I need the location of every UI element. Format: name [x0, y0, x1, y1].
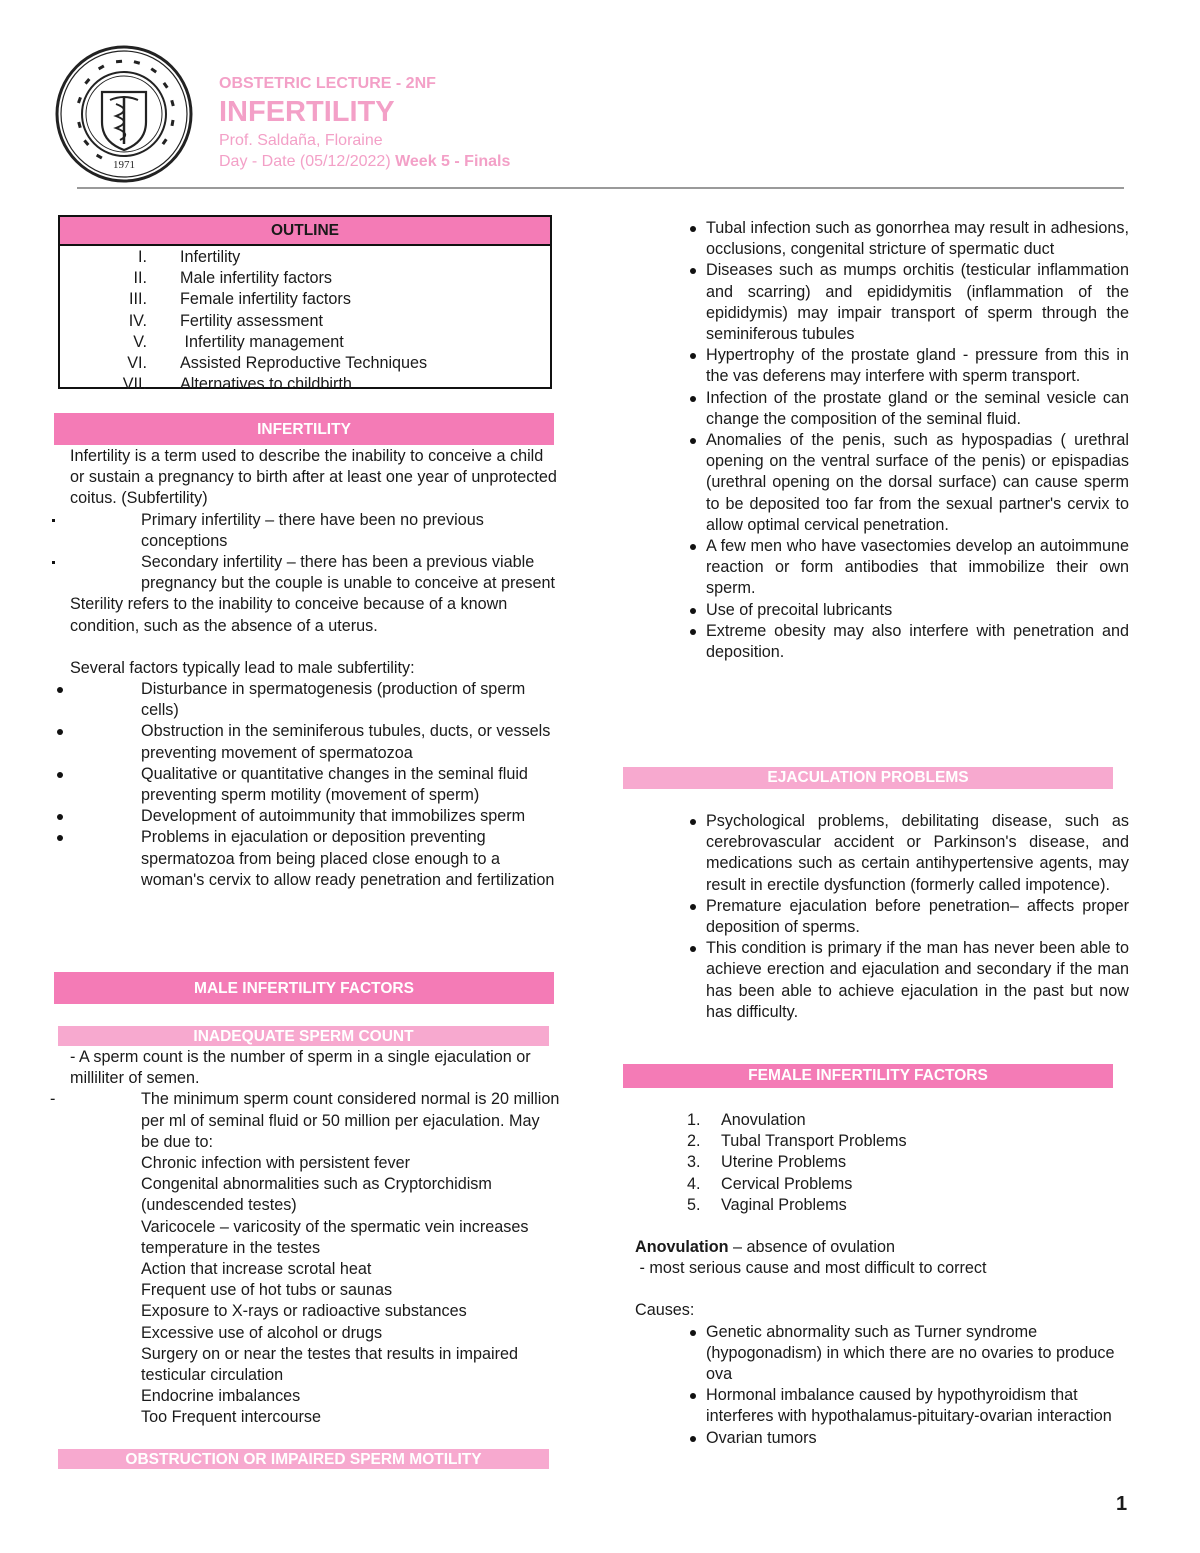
anovulation-note: - most serious cause and most difficult to correct: [635, 1259, 987, 1278]
outline-item: I. Infertility: [138, 248, 241, 266]
list-item: Hypertrophy of the prostate gland - pressure from this in the vas deferens may interfere with sperm transport.: [706, 346, 1129, 386]
cause-item: Excessive use of alcohol or drugs: [141, 1323, 383, 1342]
outline-heading: OUTLINE: [60, 217, 550, 246]
page-title: INFERTILITY: [219, 96, 395, 128]
list-item: Primary infertility – there have been no previous conceptions: [141, 510, 484, 550]
list-item: Premature ejaculation before penetration– affects proper deposition of sperms.: [706, 896, 1129, 937]
list-item: Obstruction in the seminiferous tubules, ducts, or vessels preventing movement of spermatozoa: [141, 722, 551, 762]
list-item: Secondary infertility – there has been a previous viable pregnancy but the couple is unable to conceive at present: [141, 553, 555, 593]
list-item: This condition is primary if the man has never been able to achieve erection and ejaculation and secondary if the man has been able to achieve ejaculation in the past but now has difficulty.: [706, 939, 1129, 1021]
sterility-definition: Sterility refers to the inability to conceive because of a known condition, such as the absence of a uterus.: [70, 595, 508, 635]
list-item: Use of precoital lubricants: [706, 600, 893, 619]
cause-item: Frequent use of hot tubs or saunas: [141, 1281, 393, 1300]
list-item: Tubal infection such as gonorrhea may result in adhesions, occlusions, congenital stricture of spermatic duct: [706, 219, 1129, 259]
course-label: OBSTETRIC LECTURE - 2NF: [219, 75, 436, 92]
list-item: The minimum sperm count considered normal is 20 million per ml of seminal fluid or 50 million per ejaculation. May be due to:: [141, 1090, 560, 1151]
outline-item: II. Male infertility factors: [133, 269, 333, 288]
infertility-section: [70, 446, 560, 891]
list-item: 1. Anovulation: [687, 1111, 806, 1129]
page-number: 1: [1116, 1493, 1128, 1515]
anovulation-definition: Anovulation – absence of ovulation: [635, 1238, 896, 1257]
list-item: Extreme obesity may also interfere with penetration and deposition.: [706, 621, 1129, 662]
cause-item: Endocrine imbalances: [141, 1387, 301, 1406]
list-item: Disturbance in spermatogenesis (production of sperm cells): [141, 680, 526, 720]
list-item: 4. Cervical Problems: [687, 1174, 853, 1193]
obstruction-heading: OBSTRUCTION OR IMPAIRED SPERM MOTILITY: [58, 1449, 549, 1469]
sperm-count-heading: INADEQUATE SPERM COUNT: [58, 1026, 549, 1046]
outline-item: VII. Alternatives to childbirth: [122, 375, 352, 394]
cause-item: Chronic infection with persistent fever: [141, 1154, 411, 1173]
list-item: A few men who have vasectomies develop an autoimmune reaction or form antibodies that immobilize their own sperm.: [706, 537, 1129, 598]
list-item: 2. Tubal Transport Problems: [687, 1132, 907, 1151]
outline-item: V. Infertility management: [133, 332, 344, 351]
cause-item: Surgery on or near the testes that results in impaired testicular circulation: [141, 1344, 518, 1385]
ejaculation-section: [635, 811, 1129, 1023]
infertility-heading: INFERTILITY: [54, 413, 554, 445]
obstruction-section: [635, 218, 1129, 663]
list-item: Hormonal imbalance caused by hypothyroidism that interferes with hypothalamus-pituitary-ovarian interaction: [706, 1386, 1112, 1426]
svg-text:1971: 1971: [113, 159, 135, 171]
list-item: Qualitative or quantitative changes in the seminal fluid preventing sperm motility (movement of sperm): [141, 764, 528, 805]
list-item: Anomalies of the penis, such as hypospadias ( urethral opening on the ventral surface of the penis) or epispadias (urethral opening on the dorsal surface) can cause sperm to be deposited too far from the sexual partner's cervix to allow optimal cervical penetration.: [706, 431, 1129, 534]
outline-item: IV. Fertility assessment: [128, 311, 324, 330]
list-item: 5. Vaginal Problems: [687, 1195, 847, 1214]
cause-item: Congenital abnormalities such as Cryptorchidism (undescended testes): [141, 1175, 492, 1215]
cause-item: Varicocele – varicosity of the spermatic vein increases temperature in the testes: [141, 1217, 529, 1257]
outline-table: [58, 215, 552, 394]
factors-intro: Several factors typically lead to male subfertility:: [70, 658, 415, 677]
list-item: Diseases such as mumps orchitis (testicular inflammation and scarring) and epididymitis (inflammation of the epididymis) may impair transport of sperm through the seminiferous tubules: [706, 261, 1129, 344]
list-item: Problems in ejaculation or deposition preventing spermatozoa from being placed close enough to a woman's cervix to allow ready penetration and fertilization: [141, 828, 555, 889]
list-item: Genetic abnormality such as Turner syndrome (hypogonadism) in which there are no ovaries to produce ova: [706, 1322, 1115, 1384]
list-item: Psychological problems, debilitating disease, such as cerebrovascular accident or Parkinson's disease, and medications such as certain antihypertensive agents, may result in erectile dysfunction (formerly called impotence).: [706, 812, 1129, 894]
cause-item: Exposure to X-rays or radioactive substances: [141, 1302, 467, 1321]
sperm-count-definition: - A sperm count is the number of sperm in a single ejaculation or milliliter of semen.: [70, 1048, 531, 1088]
infertility-definition: Infertility is a term used to describe the inability to conceive a child or sustain a pregnancy to birth after at least one year of unprotected coitus. (Subfertility): [70, 447, 557, 508]
list-item: Infection of the prostate gland or the seminal vesicle can change the composition of the seminal fluid.: [706, 388, 1129, 428]
list-item: 3. Uterine Problems: [687, 1153, 847, 1172]
professor-name: Prof. Saldaña, Floraine: [219, 132, 383, 149]
list-item: Development of autoimmunity that immobilizes sperm: [141, 807, 526, 826]
female-factors-heading: FEMALE INFERTILITY FACTORS: [623, 1064, 1113, 1088]
medical-seal-icon: [54, 44, 194, 184]
outline-item: VI. Assisted Reproductive Techniques: [127, 353, 428, 372]
female-factors-section: [635, 1110, 1129, 1449]
document-header: [219, 74, 510, 172]
causes-label: Causes:: [635, 1301, 695, 1320]
male-factors-heading: MALE INFERTILITY FACTORS: [54, 972, 554, 1004]
ejaculation-heading: EJACULATION PROBLEMS: [623, 767, 1113, 789]
outline-item: III. Female infertility factors: [129, 290, 351, 309]
cause-item: Too Frequent intercourse: [141, 1408, 321, 1427]
sperm-count-section: [70, 1047, 560, 1429]
lecture-date: Day - Date (05/12/2022) Week 5 - Finals: [219, 153, 511, 170]
header-divider: [77, 187, 1124, 189]
list-item: Ovarian tumors: [706, 1428, 817, 1447]
cause-item: Action that increase scrotal heat: [141, 1260, 372, 1279]
